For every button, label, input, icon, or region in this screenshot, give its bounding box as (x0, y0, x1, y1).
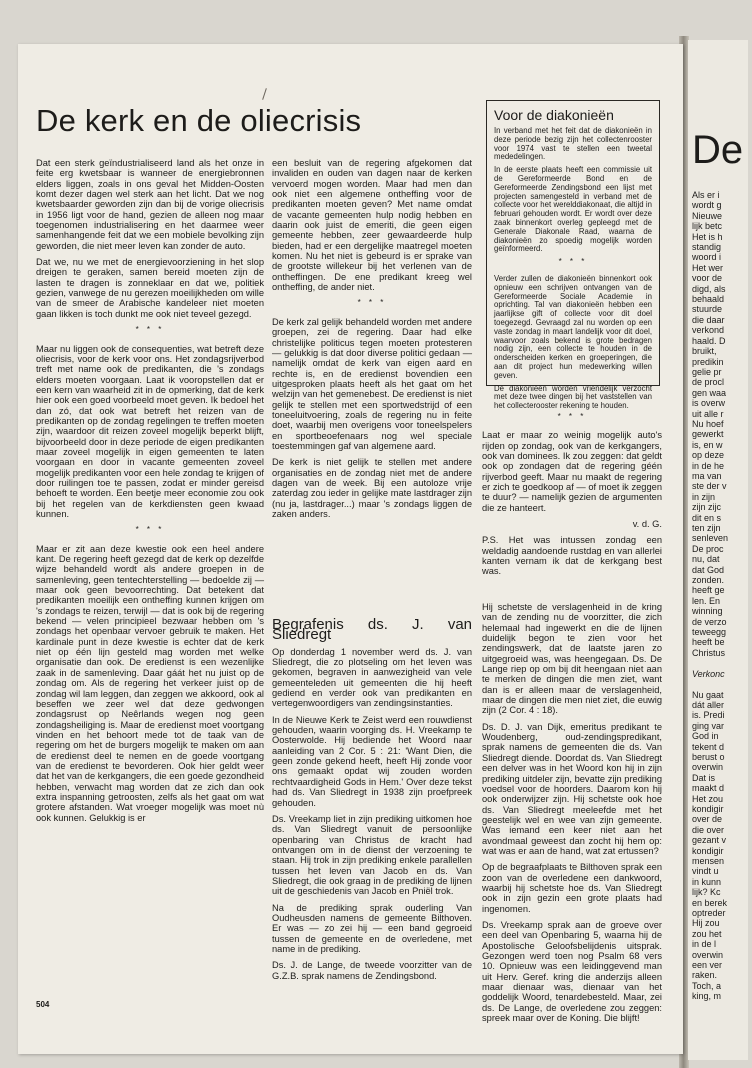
article-paragraph: Laat er maar zo weinig mogelijk auto's rijden op zondag, ook van de kerkgangers, ook van dominees. Ik zou zeggen: dat geldt ook op zondagen dat de regering géén rijverbod geeft. Maar nu maakt de regering er zich te goedkoop af — of moet ik zeggen te duur? — namelijk gezien de argumenten die ze hanteert. (482, 430, 662, 513)
facing-page-line: Christus (692, 647, 726, 658)
facing-page-line: over de (692, 814, 723, 825)
postscript: P.S. Het was intussen zondag een weldadig aandoende rustdag en van allerlei kanten vernam ik dat de kerkgang best was. (482, 535, 662, 577)
facing-page-line: gelie pr (692, 366, 722, 377)
facing-page-line: ten zijn (692, 523, 721, 533)
facing-page-line: ma van (692, 470, 722, 481)
facing-page-fragment (688, 40, 748, 1060)
facing-page-line: teweegg (692, 627, 727, 638)
facing-page-line: berust o (692, 751, 725, 762)
facing-page-line: kondigir (692, 803, 724, 814)
facing-page-line: Nu gaat (692, 689, 724, 700)
obituary-paragraph: Ds. Vreekamp liet in zijn prediking uitkomen hoe ds. Van Sliedregt vanuit de persoonlijke openbaring van Christus de kracht had ontvangen om in de dienst der verzoening te staan. Hij trok in zijn prediking enkele parallellen tussen het leven van Jacob en ds. Van Sliedregt, die ook graag in de prediking de lijnen uit de geschiedenis van Jacob en Pniël trok. (272, 813, 472, 897)
notice-paragraph: In de eerste plaats heeft een commissie uit de Gereformeerde Bond en de Gereformeerde Zendingsbond een lijst met projecten samengesteld in verband met de collecte voor het werelddiakonaat, die altijd in februari gehouden wordt. Er wordt over deze zaak binnenkort overleg gepleegd met de Generale Diakonale Raad, waarna de diakonieën zo spoedig mogelijk worden geïnformeerd. (494, 165, 652, 254)
article-paragraph: Dat we, nu we met de energievoorziening in het slop dreigen te geraken, samen bereid moeten zijn de lasten te dragen is zonneklaar en dat we, politiek gezien, vanwege de nu gerezen moeilijkheden om wille van de smeer de Arabische kandeleer niet moeten gaan likken is toch dunkt me ook niet teveel gezegd. (36, 257, 264, 319)
facing-page-line: en berek (692, 897, 728, 908)
obituary-paragraph: Op donderdag 1 november werd ds. J. van Sliedregt, die zo plotseling om het leven was gekomen, begraven in aanwezigheid van vele gemeenteleden uit gemeenten die hij heeft gediend en verder ook van predikanten en vertegenwoordigers van zendingsinstanties. (272, 646, 472, 709)
facing-page-line: Verkonc (692, 668, 725, 679)
facing-page-line: heeft ge (692, 585, 725, 596)
obituary-paragraph: Hij schetste de verslagenheid in de kring van de zending nu de voorzitter, die zich helemaal had ingewerkt en die de lijnen duidelijk begon te zien voor het zendingswerk, dat de laatste jaren zo uitgegroeid was, was heengegaan. Ds. De Lange riep op om bij dit heengaan niet aan te merken de dingen die men ziet, want dan is er alleen maar de verslagenheid, maar de dingen die men niet ziet, die euwig zijn (2 Cor. 4 : 18). (482, 602, 662, 716)
facing-page-line: Het wer (692, 262, 724, 273)
facing-page-line: ging var (692, 720, 725, 731)
notice-heading: Voor de diakonieën (494, 107, 614, 123)
obituary-paragraph: Ds. D. J. van Dijk, emeritus predikant te Woudenberg, oud-zendingspredikant, sprak namens de gemeenten die ds. Van Sliedregt diende. Doordat ds. Van Sliedregt een delver was in het Woord kon hij in zijn prediking uitdeler zijn, bevatte zijn prediking voedsel voor de hoorders. Daarom kon hij ook onderwijzer zijn. Hij schetste ook hoe ds. Van Sliedregt meeleefde met het geestelijk wel en wee van zijn gemeente. Was iemand een keer niet aan het avondmaal geweest dan zocht hij hem op: wat was er aan de hand, wat zat ertussen? (482, 721, 662, 856)
facing-page-line: standig (692, 242, 722, 253)
article-paragraph: een besluit van de regering afgekomen dat invaliden en ouden van dagen naar de kerken vervoerd mogen worden. Maar had men dan ook niet een algemene ontheffing voor de predikanten moeten geven? Met name omdat de vacante gemeenten hulp nodig hebben en daarin ook juist de emeriti, die geen eigen gemeente hebben, zeer gewaardeerde hulp bieden, had er een dergelijke maatregel moeten komen. Nu het niet is gebeurd is er sprake van de grootste willekeur bij het verlenen van de ontheffingen. De ene predikant kreeg wel ontheffing, de ander niet. (272, 158, 472, 293)
section-separator: * * * (558, 257, 588, 267)
page-number: 504 (36, 1000, 50, 1009)
facing-page-line (692, 679, 752, 689)
facing-page-line: mensen (692, 856, 725, 866)
facing-page-line: behaald (692, 294, 725, 305)
obituary-paragraph: Op de begraafplaats te Bilthoven sprak een zoon van de overledene een dankwoord, waarbij hij schetste hoe ds. Van Sliedregt ook in zijn gezin een grote plaats had ingenomen. (482, 862, 662, 914)
obituary-paragraph: Ds. Vreekamp sprak aan de groeve over een deel van Openbaring 5, waarna hij de Apostolische Geloofsbelijdenis uitsprak. Gezongen werd toen nog Psalm 68 vers 10. Opnieuw was een leidinggevend man uit Herv. Geref. kring die anderzijs alleen maar dienaar was, dienaar van het goddelijk Woord, tenardebesteld. Maar, zei ds. De Lange, de overledene zou zeggen: spreek maar over de Koning. Die blijft! (482, 919, 662, 1024)
facing-page-line: dit en s (692, 512, 722, 523)
article-headline: De kerk en de oliecrisis (36, 102, 362, 138)
article-column-2 (272, 158, 472, 525)
article-paragraph: De kerk is niet gelijk te stellen met andere organisaties en de zondag niet met de andere dagen van de week. Bij een autoloze vrije zaterdag zou ieder in gelijke mate lastdrager zijn (nu ja, lastdrager...) maar 's zondags liggen de zaken anders. (272, 457, 472, 519)
article-paragraph: De kerk zal gelijk behandeld worden met andere groepen, zei de regering. Daar had elke christelijke politicus tegen moeten protesteren — gelukkig is dat door diverse politici gedaan — namelijk omdat de kerk van eigen aard en rechte is, en de eredienst bovendien een uitgesproken plaats heeft als het gaat om het welzijn van het gemenebest. De eredienst is niet gelijk te stellen met een sportwedstrijd of een toneeluitvoering, zoals de regering nu in feite doet, waarbij men overigens voor toneelspelers en sportbeoefenaars nog wel speciale toestemmingen gaf van algemene aard. (272, 316, 472, 451)
notice-paragraph: De diakonieën worden vriendelijk verzocht met deze twee dingen bij het vaststellen van het collecterooster rekening te houden. (494, 383, 652, 411)
article-paragraph: Dat een sterk geïndustrialiseerd land als het onze in feite erg kwetsbaar is wanneer de energiebronnen elders liggen, zoals in ons geval het Midden-Oosten komt dezer dagen wel sterk aan het licht. Dat we nog kwetsbaarder geworden zijn dan bij de vorige oliecrisis in 1956 ligt voor de hand, gezien de alleen nog maar toegenomen industrialisering en het daarmee weer samenhangende feit dat we een mobiele bevolking zijn geworden, die niet meer leven kan zonder de auto. (36, 158, 264, 251)
facing-page-line: De proc (692, 543, 724, 554)
facing-page-line: winning (692, 606, 723, 617)
facing-page-line: God in (692, 731, 719, 742)
facing-page-line: Dat is (692, 772, 716, 783)
facing-page-line: dát aller (692, 699, 725, 710)
facing-page-line: gen waa (692, 387, 727, 398)
obituary-paragraph: Ds. J. de Lange, de tweede voorzitter van de G.Z.B. sprak namens de Zendingsbond. (272, 960, 472, 981)
facing-page-line: overwin (692, 762, 724, 773)
facing-page-line: is, en w (692, 439, 723, 450)
facing-page-line: predikin (692, 356, 724, 367)
facing-page-heading: De (692, 128, 744, 172)
facing-page-line: ste der v (692, 481, 727, 492)
section-separator: * * * (135, 325, 165, 335)
facing-page-line: in kunn (692, 876, 722, 887)
article-column-3 (482, 408, 662, 583)
facing-page-line: lijk betc (692, 221, 723, 232)
facing-page-line: uit alle r (692, 408, 724, 419)
facing-page-line: die daar (692, 314, 725, 325)
article-paragraph: Maar nu liggen ook de consequenties, wat betreft deze oliecrisis, voor de kerk voor ons. Het zondagsrijverbod treft met name ook de predikanten, die 's zondags elders moeten voorgaan. Laat ik vooropstellen dat er een kern van waarheid zit in de opmerking, dat de kerk hier ook een goed voorbeeld moet geven. Ik bedoel het dan zó, dat ook wat betreft het reizen van de predikanten op de zondag regelingen te treffen moeten zijn, waardoor dit reizen zoveel mogelijk beperkt blijft, bijvoorbeeld door in deze periode de eigen predikanten maar zoveel mogelijk in eigen gemeenten te laten voorgaan en door in vacante gemeenten zoveel mogelijk predikanten voor een hele zondag te krijgen of door ruilingen toe te passen, zodat er minder gereisd behoeft te worden. Een beetje meer economie zou ook bij het regelen van de kerkdiensten geen kwaad kunnen. (36, 343, 264, 519)
facing-page-line: kondigir (692, 845, 724, 856)
facing-page-line: zonden. (692, 575, 725, 586)
facing-page-line: wordt g (692, 200, 722, 211)
facing-page-line: Het zou (692, 793, 724, 804)
facing-page-line: raken. (692, 970, 718, 981)
facing-page-line: woord i (692, 252, 722, 263)
facing-page-line (692, 658, 752, 668)
facing-page-line: zijn zijc (692, 502, 722, 513)
facing-page-line: maakt d (692, 783, 725, 794)
obituary-paragraph: In de Nieuwe Kerk te Zeist werd een rouwdienst gehouden, waarin voorging ds. H. Vreekamp te Oosterwolde. Hij bediende het Woord naar aanleiding van 2 Cor. 5 : 21: 'Want Dien, die geen zonde gekend heeft, heeft Hij zonde voor ons gemaakt opdat wij zouden worden rechtvaardigheid Gods in Hem.' Over deze tekst had ds. Van Sliedregt in 1938 zijn proefpreek gehouden. (272, 714, 472, 808)
facing-page-line: Als er i (692, 190, 720, 200)
notice-paragraph: Verder zullen de diakonieën binnenkort ook opnieuw een schrijven ontvangen van de Gereformeerde Sociale Academie in oprichting. Tal van diakonieën hebben een jaarlijkse gift of collecte voor dit doel toegezegd. Gevraagd zal nu worden op een vaste zondag in maart landelijk voor dit doel, waarvoor zoals bekend is grote bedragen nodig zijn, een collecte te houden in de onderscheiden kerken en groeperingen, die aan dit project hun medewerking willen geven. (494, 273, 652, 380)
notice-paragraph: In verband met het feit dat de diakonieën in deze periode bezig zijn het collectenrooster voor 1974 vast te stellen een tweetal mededelingen. (494, 126, 652, 162)
obituary-column (272, 616, 472, 987)
facing-page-line: king, m (692, 991, 722, 1002)
facing-page-line: vindt u (692, 866, 719, 877)
facing-page-line: in de he (692, 460, 725, 471)
author-signature: v. d. G. (632, 519, 662, 530)
facing-page-line: is overw (692, 398, 726, 409)
facing-page-line: stuurde (692, 304, 723, 315)
facing-page-line: digd, als (692, 283, 726, 294)
facing-page-line: Het is h (692, 231, 723, 242)
facing-page-line: gewerkt (692, 429, 724, 440)
facing-page-line: die over (692, 824, 725, 835)
facing-page-line: Hij zou (692, 918, 720, 929)
article-paragraph: Maar er zit aan deze kwestie ook een heel andere kant. De regering heeft gezegd dat de kerk op dezelfde wijze behandeld wordt als andere groepen in de samenleving, geen tentechterstelling — bedoelde zij — maar ook geen bevoorrechting. Dat betekent dat predikanten moeilijk een ontheffing kunnen krijgen om 's zondags te reizen, terwijl — dat is ook bij de regering bekend — velen principieel bezwaar hebben om 's zondags het openbaar vervoer gebruik te maken. Het kardinale punt in deze kwestie is echter dat de kerk niet op één lijn gesteld mag worden met welke organisatie dan ook. De eredienst is een wezenlijke zaak in de samenleving. Daar gáát het nu juist op de zondag om. Als de regering het verkeer juist op de zondag wil lam leggen, dan zeggen we akkoord, ook al beseffen we zeer wel dat deze gedwongen zondagsrust op Neêrlands wegen nog geen zondagsheiliging is. Maar de eredienst moet voortgang vinden en het behoort mede tot de taak van de regering om het de burgers mogelijk te maken om aan de eredienst deel te nemen en de goede voortgang van de eredienst te bevorderen. Ook hier geldt weer dat het van de kerkgangers, die een goede gezondheid hebben, verwacht mag worden dat ze zich dan ook extra inspanning getroosten, zelfs als het gaat om wat grotere afstanden. Wat vroeger mogelijk was moet nù ook kunnen. Gelukkig is er (36, 543, 264, 823)
facing-page-line: Nu hoef (692, 418, 724, 429)
facing-page-line: de procl (692, 377, 725, 388)
facing-page-line: overwin (692, 949, 724, 960)
facing-page-line: lijk? Kc (692, 887, 721, 898)
facing-page-line: Toch, a (692, 980, 722, 991)
obituary-heading: Begrafenis ds. J. van Sliedregt (272, 616, 472, 644)
facing-page-text (692, 190, 752, 1002)
facing-page-line: verkond (692, 325, 725, 336)
facing-page-line: op deze (692, 450, 725, 461)
facing-page-line: haald. D (692, 335, 726, 346)
article-column-1 (36, 158, 264, 829)
facing-page-line: een ver (692, 960, 723, 971)
section-separator: * * * (557, 412, 587, 421)
facing-page-line: in zijn (692, 491, 716, 502)
section-separator: * * * (357, 298, 387, 308)
facing-page-line: senleven (692, 533, 729, 544)
facing-page-line: zou het (692, 928, 722, 939)
facing-page-line: nu, dat (692, 554, 720, 565)
facing-page-line: optreder (692, 908, 726, 919)
facing-page-line: len. En (692, 595, 721, 606)
facing-page-line: bruikt, (692, 346, 717, 357)
section-separator: * * * (135, 525, 165, 535)
facing-page-line: is. Predi (692, 710, 725, 721)
facing-page-line: in de l (692, 939, 717, 950)
facing-page-line: dat God (692, 564, 725, 575)
facing-page-line: tekent d (692, 741, 725, 752)
facing-page-line: de verzo (692, 616, 727, 627)
facing-page-line: voor de (692, 273, 723, 284)
diakonie-notice-box (486, 100, 660, 411)
obituary-paragraph: Na de prediking sprak ouderling Van Oudheusden namens de gemeente Bilthoven. Er was — zo zei hij — een band gegroeid tussen de gemeente en de overledene, met name in de prediking. (272, 902, 472, 954)
facing-page-line: gezant v (692, 835, 727, 846)
facing-page-line: heeft be (692, 637, 725, 648)
facing-page-line: Nieuwe (692, 210, 723, 221)
obituary-continuation (482, 602, 662, 1029)
